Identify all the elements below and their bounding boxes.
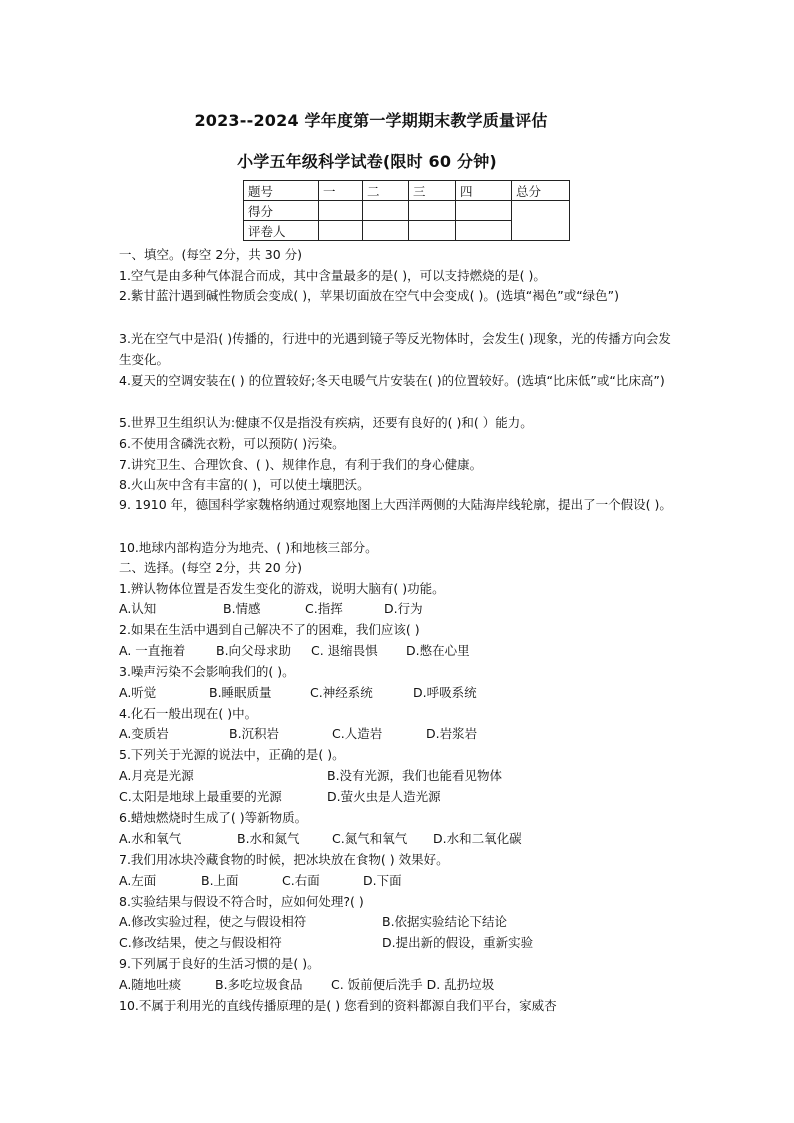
choice-option[interactable]: B.情感 [223,601,261,616]
choice-option[interactable]: B.上面 [201,873,239,888]
choice-question-stem: 10.不属于利用光的直线传播原理的是( ) 您看到的资料都源自我们平台，家威杏 [119,998,557,1013]
choice-option[interactable]: C.右面 [282,873,320,888]
choice-option[interactable]: A.变质岩 [119,726,169,741]
score-cell[interactable] [456,201,512,221]
fill-blank-question: 9. 1910 年，德国科学家魏格纳通过观察地图上大西洋两侧的大陆海岸线轮廓，提出了一个假设( )。 [119,497,672,512]
choice-option[interactable]: D.提出新的假设，重新实验 [382,935,534,950]
fill-blank-question: 5.世界卫生组织认为:健康不仅是指没有疾病，还要有良好的( )和( ）能力。 [119,415,533,430]
choice-question-stem: 8.实验结果与假设不符合时，应如何处理?( ) [119,894,364,909]
choice-option[interactable]: B.睡眠质量 [209,685,272,700]
choice-option[interactable]: C.人造岩 [332,726,383,741]
choice-option[interactable]: A. 一直拖着 [119,643,186,658]
choice-option[interactable]: C.氮气和氧气 [332,831,408,846]
choice-question-stem: 9.下列属于良好的生活习惯的是( )。 [119,956,320,971]
choice-option[interactable]: B.沉积岩 [229,726,280,741]
total-score-cell[interactable] [512,201,570,241]
choice-question-stem: 3.噪声污染不会影响我们的( )。 [119,664,295,679]
choice-question-stem: 7.我们用冰块冷藏食物的时候，把冰块放在食物( ) 效果好。 [119,852,449,867]
choice-option[interactable]: D.水和二氧化碳 [433,831,522,846]
choice-option[interactable]: A.修改实验过程，使之与假设相符 [119,914,307,929]
choice-option[interactable]: C.修改结果，使之与假设相符 [119,935,282,950]
choice-question-stem: 5.下列关于光源的说法中，正确的是( )。 [119,747,345,762]
score-table-header-row [244,181,570,201]
section-heading-fill-blank: 一、填空。(每空 2分，共 30 分) [119,247,303,262]
choice-option[interactable]: D.萤火虫是人造光源 [327,789,441,804]
fill-blank-question: 4.夏天的空调安装在( ) 的位置较好;冬天电暖气片安装在( )的位置较好。(选填“比床低”或“比床高”) [119,373,665,388]
choice-option[interactable]: C.神经系统 [310,685,373,700]
fill-blank-question: 7.讲究卫生、合理饮食、( )、规律作息，有利于我们的身心健康。 [119,457,483,472]
choice-question-stem: 1.辨认物体位置是否发生变化的游戏，说明大脑有( )功能。 [119,581,445,596]
grader-cell[interactable] [319,221,363,241]
grader-cell[interactable] [409,221,456,241]
score-header-cell: 总分 [512,181,570,201]
choice-option[interactable]: C.指挥 [305,601,343,616]
fill-blank-question: 2.紫甘蓝汁遇到碱性物质会变成( )，苹果切面放在空气中会变成( )。(选填“褐色”或“绿色”) [119,288,620,303]
score-table-score-row [244,201,570,221]
score-header-cell: 四 [456,181,512,201]
choice-option[interactable]: B.多吃垃圾食品 [215,977,303,992]
score-header-cell: 一 [319,181,363,201]
choice-question-stem: 4.化石一般出现在( )中。 [119,706,258,721]
score-header-cell: 题号 [244,181,319,201]
choice-option[interactable]: A.随地吐痰 [119,977,182,992]
fill-blank-question: 6.不使用含磷洗衣粉，可以预防( )污染。 [119,436,345,451]
choice-option[interactable]: A.左面 [119,873,157,888]
choice-option[interactable]: D.憋在心里 [406,643,470,658]
choice-question-stem: 2.如果在生活中遇到自己解决不了的困难，我们应该( ) [119,622,420,637]
choice-option[interactable]: A.水和氧气 [119,831,182,846]
choice-option[interactable]: A.认知 [119,601,157,616]
section-heading-multiple-choice: 二、选择。(每空 2分，共 20 分) [119,560,303,575]
score-cell[interactable] [319,201,363,221]
choice-option[interactable]: A.月亮是光源 [119,768,194,783]
grader-row-label: 评卷人 [244,221,319,241]
score-header-cell: 三 [409,181,456,201]
choice-option[interactable]: C. 饭前便后洗手 D. 乱扔垃圾 [331,977,495,992]
fill-blank-question: 8.火山灰中含有丰富的( )，可以使土壤肥沃。 [119,477,370,492]
score-table [243,180,570,241]
grader-cell[interactable] [456,221,512,241]
choice-option[interactable]: D.岩浆岩 [426,726,478,741]
score-header-cell: 二 [363,181,409,201]
choice-option[interactable]: B.向父母求助 [216,643,292,658]
choice-option[interactable]: A.听觉 [119,685,157,700]
score-row-label: 得分 [244,201,319,221]
choice-option[interactable]: B.没有光源，我们也能看见物体 [327,768,503,783]
grader-cell[interactable] [363,221,409,241]
fill-blank-question: 10.地球内部构造分为地壳、( )和地核三部分。 [119,540,378,555]
fill-blank-question: 1.空气是由多种气体混合而成，其中含量最多的是( )，可以支持燃烧的是( )。 [119,268,546,283]
choice-option[interactable]: B.水和氮气 [237,831,300,846]
score-cell[interactable] [409,201,456,221]
fill-blank-question: 3.光在空气中是沿( )传播的，行进中的光遇到镜子等反光物体时，会发生( )现象，光的传播方向会发生变化。 [119,331,671,367]
exam-subtitle: 小学五年级科学试卷(限时 60 分钟) [237,152,497,171]
score-cell[interactable] [363,201,409,221]
choice-option[interactable]: D.下面 [363,873,402,888]
choice-option[interactable]: D.行为 [384,601,423,616]
choice-option[interactable]: B.依据实验结论下结论 [382,914,508,929]
exam-title: 2023--2024 学年度第一学期期末教学质量评估 [194,111,548,130]
choice-option[interactable]: D.呼吸系统 [413,685,477,700]
choice-option[interactable]: C.太阳是地球上最重要的光源 [119,789,282,804]
choice-question-stem: 6.蜡烛燃烧时生成了( )等新物质。 [119,810,308,825]
choice-option[interactable]: C. 退缩畏惧 [311,643,378,658]
